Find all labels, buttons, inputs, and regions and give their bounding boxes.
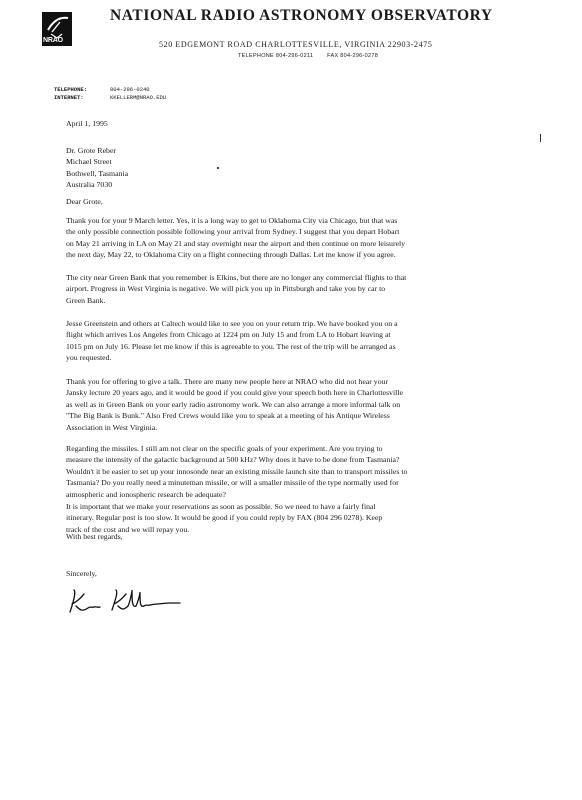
text-line: "The Big Bank is Bunk." Also Fred Crews would like you to speak at a meeting of his Antique Wireless — [66, 411, 390, 421]
organization-name: NATIONAL RADIO ASTRONOMY OBSERVATORY — [110, 7, 493, 24]
text-line: Regarding the missiles. I still am not clear on the specific goals of your experiment. Are you trying to — [66, 444, 383, 453]
text-line: Thank you for your 9 March letter. Yes, it is a long way to get to Oklahoma City via Chicago, but that was — [66, 216, 398, 225]
text-line: Wouldn't it be easier to set up your innosonde near an existing missile launch site than to transport missiles to — [66, 466, 408, 476]
salutation: Dear Grote, — [66, 197, 103, 206]
paragraph-2 — [66, 272, 406, 306]
letter-date: April 1, 1995 — [66, 119, 108, 128]
text-line: Thank you for offering to give a talk. There are many new people here at NRAO who did not hear your — [66, 377, 389, 386]
organization-address: 520 EDGEMONT ROAD CHARLOTTESVILLE, VIRGINIA 22903-2475 — [159, 40, 433, 49]
text-line: Green Bank. — [66, 295, 106, 305]
recipient-address — [66, 145, 128, 191]
text-line: Jansky lecture 20 years ago, and it would be good if you could give your speech both here in Charlottesville — [66, 388, 403, 398]
text-line: on May 21 arriving in LA on May 21 and stay overnight near the airport and then continue on more leisurely — [66, 238, 406, 248]
organization-telephone: TELEPHONE 804-296-0211 — [238, 53, 314, 59]
logo-text: NRAO — [43, 37, 63, 44]
text-line: 1015 pm on July 16. Please let me know if this is agreeable to you. The rest of the trip will be arranged as — [66, 341, 396, 351]
sender-telephone: 804-296-0240 — [110, 86, 150, 93]
speck — [217, 167, 219, 169]
text-line: you requested. — [66, 353, 112, 363]
text-line: Tasmania? Do you really need a minuteman missile, or will a smaller missile of the type normally used for — [66, 478, 399, 488]
organization-fax: FAX 804-296-0278 — [327, 53, 379, 59]
paragraph-4 — [66, 376, 403, 433]
text-line: flight which arrives Los Angeles from Chicago at 1224 pm on July 15 and from LA to Hobart leaving at — [66, 330, 391, 340]
signoff: Sincerely, — [66, 569, 97, 578]
margin-mark — [540, 134, 541, 142]
nrao-logo — [42, 12, 72, 46]
sender-email: KKELLERM@NRAO.EDU — [110, 94, 167, 101]
text-line: Jesse Greenstein and others at Caltech would like to see you on your return trip. We have booked you on a — [66, 319, 398, 328]
text-line: track of the cost and we will repay you. — [66, 524, 190, 534]
paragraph-5 — [66, 443, 407, 500]
organization-phone-fax — [238, 53, 390, 59]
text-line: airport. Progress in West Virginia is negative. We will pick you up in Pittsburgh and take you by car to — [66, 284, 386, 294]
sender-telephone-label: TELEPHONE: — [54, 86, 88, 93]
text-line: as well as in Green Bank on your early radio astronomy work. We can also arrange a more informal talk on — [66, 399, 401, 409]
text-line: measure the intensity of the galactic background at 500 kHz? Why does it have to be done from Tasmania? — [66, 455, 400, 465]
paragraph-1 — [66, 215, 405, 261]
sender-internet-label: INTERNET: — [54, 94, 84, 101]
paragraph-3 — [66, 318, 398, 364]
text-line: Association in West Virginia. — [66, 422, 158, 432]
text-line: It is important that we make your reservations as soon as possible. So we need to have a fairly final — [66, 502, 376, 511]
recipient-line: Michael Street — [66, 157, 112, 167]
text-line: the only possible connection possible following your arrival from Sydney. I suggest that you depart Hobart — [66, 227, 400, 237]
text-line: itinerary. Regular post is too slow. It would be good if you could reply by FAX (804 296 0278). Keep — [66, 513, 383, 523]
text-line: The city near Green Bank that you remember is Elkins, but there are no longer any commercial flights to that — [66, 273, 407, 282]
recipient-line: Australia 7030 — [66, 180, 113, 190]
recipient-line: Dr. Grote Reber — [66, 146, 117, 155]
sender-contact — [54, 86, 166, 102]
closing: With best regards, — [66, 532, 123, 541]
text-line: the next day, May 22, to Oklahoma City on a flight connecting through Dallas. Let me know if you agree. — [66, 250, 396, 260]
handwritten-signature — [66, 582, 186, 622]
recipient-line: Bothwell, Tasmania — [66, 168, 129, 178]
text-line: atmospheric and ionospheric research be adequate? — [66, 489, 226, 499]
